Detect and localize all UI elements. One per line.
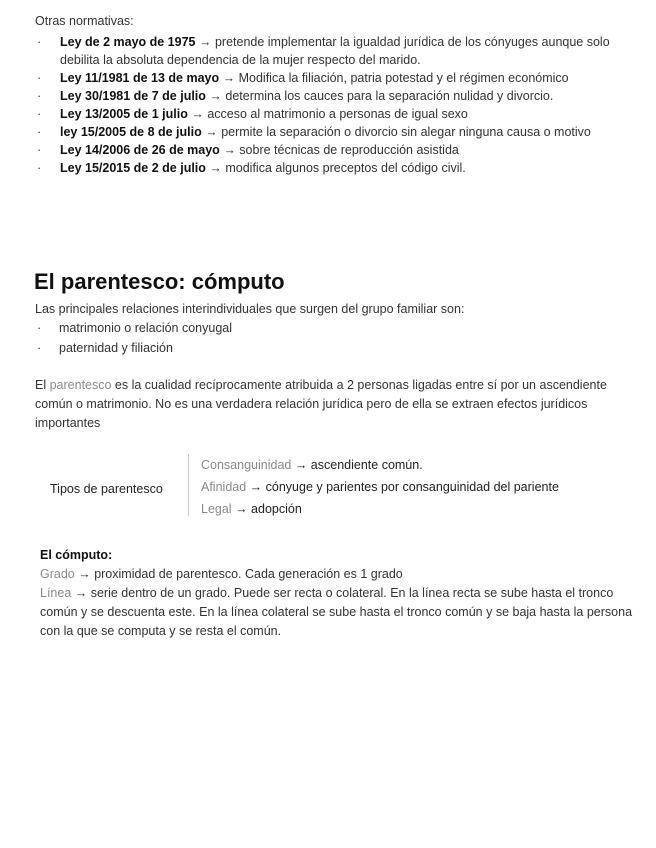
computo-title: El cómputo: — [40, 548, 113, 562]
law-description: → determina los cauces para la separación nulidad y divorcio. — [209, 89, 554, 103]
list-item: · paternidad y filiación — [35, 338, 232, 358]
types-of-kinship — [40, 452, 640, 518]
type-item — [201, 476, 559, 498]
type-term: Consanguinidad — [201, 458, 292, 472]
law-name: Ley 30/1981 de 7 de julio — [60, 89, 206, 103]
grado-text: → proximidad de parentesco. Cada generación es 1 grado — [74, 567, 403, 581]
types-label: Tipos de parentesco — [50, 482, 163, 496]
relations-intro: Las principales relaciones interindividuales que surgen del grupo familiar son: — [35, 302, 465, 316]
term-linea: Línea — [40, 586, 72, 600]
type-term: Afinidad — [201, 480, 247, 494]
term-grado: Grado — [40, 567, 75, 581]
list-item — [35, 105, 615, 123]
linea-paragraph — [40, 584, 646, 641]
law-name: Ley 13/2005 de 1 julio — [60, 107, 188, 121]
list-item — [35, 123, 615, 141]
list-item — [35, 141, 615, 159]
definition-text: es la cualidad recíprocamente atribuida a 2 personas ligadas entre sí por un ascendiente común o matrimonio. No es una verdadera relación jurídica pero de ella se extraen efectos jurídicos importantes — [35, 378, 607, 430]
grado-line — [40, 565, 646, 584]
law-description: → sobre técnicas de reproducción asistida — [223, 143, 459, 157]
law-description: → Modifica la filiación, patria potestad y el régimen económico — [222, 71, 569, 85]
term-parentesco: parentesco — [49, 378, 112, 392]
parentesco-definition — [35, 376, 615, 433]
definition-prefix: El — [35, 378, 50, 392]
type-description: → ascendiente común. — [291, 458, 423, 472]
divider — [188, 454, 189, 516]
law-name: Ley 11/1981 de 13 de mayo — [60, 71, 220, 85]
list-item: · matrimonio o relación conyugal — [35, 318, 232, 338]
type-description: → cónyuge y parientes por consanguinidad del pariente — [246, 480, 559, 494]
law-name: ley 15/2005 de 8 de julio — [60, 125, 202, 139]
intro-text: Otras normativas: — [35, 14, 134, 28]
computo-section — [40, 546, 646, 641]
relations-list — [35, 318, 232, 358]
type-description: → adopción — [231, 502, 302, 516]
list-item — [35, 69, 615, 87]
list-item — [35, 33, 615, 69]
law-description: → acceso al matrimonio a personas de igual sexo — [191, 107, 468, 121]
type-term: Legal — [201, 502, 232, 516]
law-name: Ley 14/2006 de 26 de mayo — [60, 143, 220, 157]
list-item — [35, 159, 615, 177]
law-name: Ley 15/2015 de 2 de julio — [60, 161, 206, 175]
linea-text: → serie dentro de un grado. Puede ser recta o colateral. En la línea recta se sube hasta el tronco común y se descuenta este. En la línea colateral se sube hasta el tronco común y se baja hasta la persona con la que se computa y se resta el común. — [40, 586, 633, 638]
type-item — [201, 498, 559, 520]
section-title: El parentesco: cómputo — [34, 269, 285, 294]
law-description: → permite la separación o divorcio sin alegar ninguna causa o motivo — [205, 125, 591, 139]
type-item — [201, 454, 559, 476]
types-list — [201, 454, 559, 520]
laws-list — [35, 33, 615, 177]
law-description: → modifica algunos preceptos del código civil. — [209, 161, 466, 175]
list-item — [35, 87, 615, 105]
law-description: → pretende implementar la igualdad jurídica de los cónyuges aunque solo debilita la absoluta dependencia de la mujer respecto del marido. — [60, 35, 610, 67]
law-name: Ley de 2 mayo de 1975 — [60, 35, 196, 49]
